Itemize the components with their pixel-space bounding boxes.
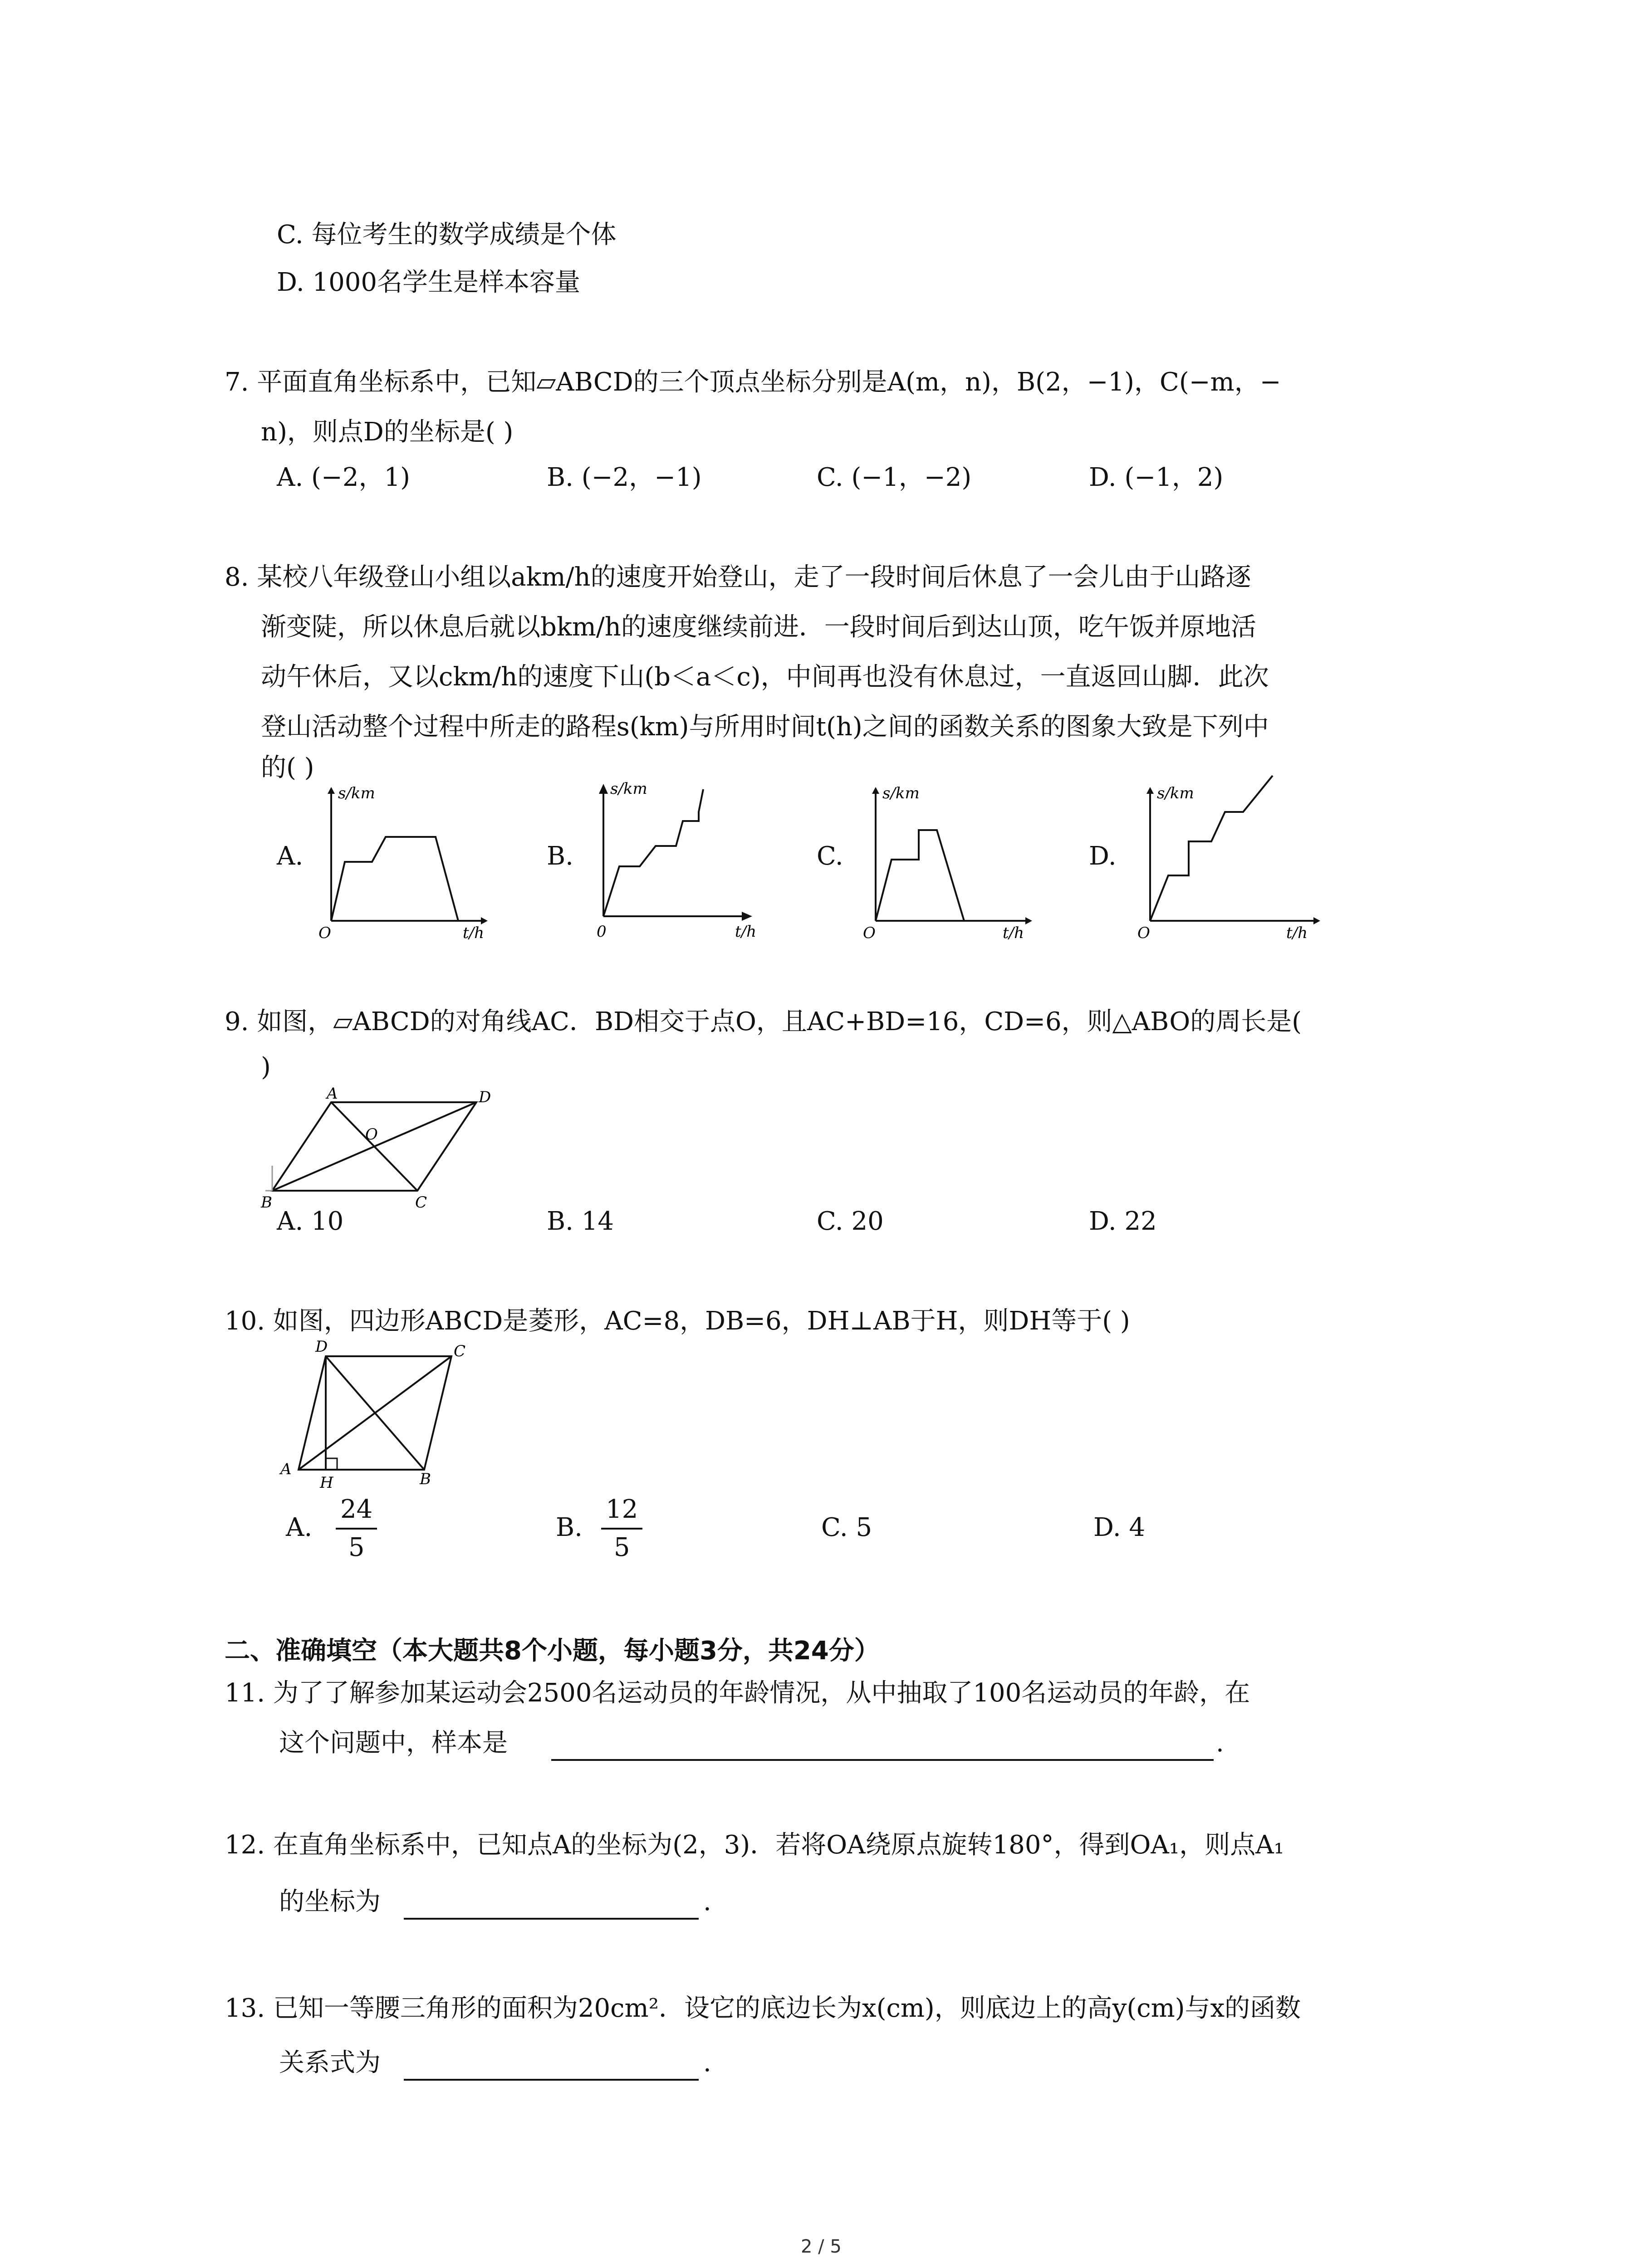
q11-stem-line1: 11. 为了了解参加某运动会2500名运动员的年龄情况，从中抽取了100名运动员的年龄，在	[225, 1678, 1250, 1708]
q10-option-a-numerator: 24	[340, 1495, 373, 1524]
q8-graph-d	[1132, 784, 1323, 942]
q7-option-a: A. (−2，1)	[277, 463, 410, 492]
q8-graph-c-y-label: s/km	[882, 784, 920, 802]
q6-option-d: D. 1000名学生是样本容量	[277, 268, 581, 297]
q9-label-a: A	[327, 1085, 338, 1103]
q8-graph-b	[585, 780, 758, 939]
q7-option-b: B. (−2，−1)	[547, 463, 702, 492]
q8-graph-d-y-label: s/km	[1157, 784, 1194, 802]
q12-stem-line1: 12. 在直角坐标系中，已知点A的坐标为(2，3)．若将OA绕原点旋转180°，得到OA₁，则点A₁	[225, 1830, 1284, 1860]
q8-graph-b-x-label: t/h	[735, 923, 757, 941]
q8-option-c-label: C.	[817, 841, 843, 871]
q8-graph-b-origin: 0	[597, 923, 607, 941]
q8-graph-c	[857, 784, 1030, 942]
q10-option-a-denominator: 5	[348, 1533, 365, 1562]
q10-option-b-label: B.	[556, 1513, 583, 1542]
q13-period: .	[703, 2048, 711, 2077]
q7-stem-line2: n)，则点D的坐标是( )	[261, 417, 514, 447]
q9-option-d: D. 22	[1089, 1207, 1157, 1236]
q6-option-c: C. 每位考生的数学成绩是个体	[277, 220, 617, 249]
q9-label-o: O	[365, 1125, 378, 1144]
q10-option-b-fraction	[601, 1497, 642, 1560]
q12-period: .	[703, 1887, 711, 1916]
q9-label-d: D	[479, 1088, 491, 1106]
q10-option-a-label: A.	[286, 1513, 313, 1542]
q10-label-d: D	[315, 1338, 328, 1356]
q10-label-b: B	[420, 1470, 431, 1488]
q11-stem-line2: 这个问题中，样本是	[279, 1728, 508, 1758]
q8-stem-line2: 渐变陡，所以休息后就以bkm/h的速度继续前进．一段时间后到达山顶，吃午饭并原地活	[261, 612, 1256, 642]
q9-option-c: C. 20	[817, 1207, 884, 1236]
q9-stem-line2: )	[261, 1052, 271, 1082]
q10-option-b-denominator: 5	[613, 1533, 630, 1562]
q8-graph-a-x-label: t/h	[463, 924, 485, 942]
q8-stem-line5: 的( )	[261, 753, 314, 782]
q8-graph-a-origin: O	[318, 924, 331, 942]
q9-stem-line1: 9. 如图，▱ABCD的对角线AC．BD相交于点O，且AC+BD=16，CD=6，则△ABO的周长是(	[225, 1007, 1302, 1036]
q10-label-h: H	[320, 1474, 333, 1492]
q10-option-b-numerator: 12	[606, 1495, 638, 1524]
section-2-title: 二、准确填空（本大题共8个小题，每小题3分，共24分）	[225, 1636, 880, 1666]
q8-stem-line4: 登山活动整个过程中所走的路程s(km)与所用时间t(h)之间的函数关系的图象大致是下列中	[261, 712, 1269, 742]
page-number: 2 / 5	[801, 2236, 842, 2257]
q8-graph-c-origin: O	[863, 924, 876, 942]
q9-option-b: B. 14	[547, 1207, 614, 1236]
q8-graph-a	[313, 784, 485, 942]
q9-label-c: C	[415, 1193, 427, 1212]
q10-option-d: D. 4	[1093, 1513, 1146, 1542]
q9-label-b: B	[261, 1193, 272, 1212]
q8-stem-line3: 动午休后，又以ckm/h的速度下山(b＜a＜c)，中间再也没有休息过，一直返回山脚．此次	[261, 662, 1269, 692]
q10-rhombus-figure	[272, 1338, 481, 1492]
q9-parallelogram-figure	[261, 1085, 508, 1212]
q8-graph-a-y-label: s/km	[338, 784, 375, 802]
q10-label-a: A	[280, 1460, 292, 1478]
q8-option-a-label: A.	[277, 841, 304, 871]
q10-option-a-fraction	[336, 1497, 377, 1560]
q8-graph-b-y-label: s/km	[610, 780, 647, 798]
q8-graph-d-origin: O	[1137, 924, 1150, 942]
q9-option-a: A. 10	[277, 1207, 344, 1236]
q7-option-c: C. (−1，−2)	[817, 463, 972, 492]
q7-option-d: D. (−1，2)	[1089, 463, 1224, 492]
q12-answer-blank[interactable]	[404, 1918, 699, 1920]
q13-stem-line1: 13. 已知一等腰三角形的面积为20cm²．设它的底边长为x(cm)，则底边上的高y(cm)与x的函数	[225, 1994, 1301, 2023]
q13-stem-line2: 关系式为	[279, 2048, 381, 2077]
q8-option-b-label: B.	[547, 841, 573, 871]
q8-option-d-label: D.	[1089, 841, 1117, 871]
q10-stem: 10. 如图，四边形ABCD是菱形，AC=8，DB=6，DH⊥AB于H，则DH等于( )	[225, 1306, 1130, 1336]
q13-answer-blank[interactable]	[404, 2079, 699, 2081]
q11-answer-blank[interactable]	[551, 1759, 1214, 1761]
q8-graph-c-x-label: t/h	[1003, 924, 1024, 942]
q7-stem-line1: 7. 平面直角坐标系中，已知▱ABCD的三个顶点坐标分别是A(m，n)，B(2，−1)，C(−m，−	[225, 367, 1281, 397]
q10-option-c: C. 5	[821, 1513, 872, 1542]
q12-stem-line2: 的坐标为	[279, 1887, 381, 1916]
q8-stem-line1: 8. 某校八年级登山小组以akm/h的速度开始登山，走了一段时间后休息了一会儿由于山路逐	[225, 562, 1251, 592]
q11-period: .	[1216, 1728, 1224, 1758]
q10-label-c: C	[454, 1342, 466, 1360]
q8-graph-d-x-label: t/h	[1286, 924, 1308, 942]
